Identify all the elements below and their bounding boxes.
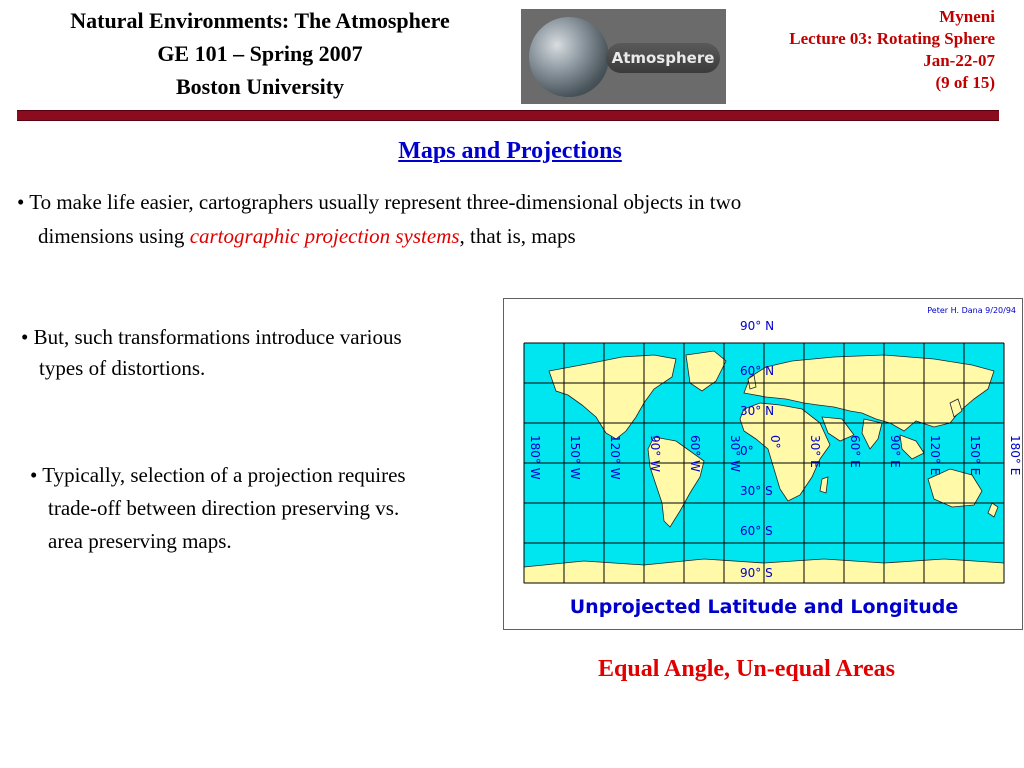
bullet-text: dimensions using (38, 224, 190, 248)
longitude-label: 120° E (928, 435, 942, 476)
slide-title: Maps and Projections (398, 138, 622, 164)
longitude-label: 90° W (648, 435, 662, 472)
bullet-continuation (17, 219, 977, 253)
longitude-label: 180° W (528, 435, 542, 480)
header-divider (17, 110, 999, 121)
longitude-label: 30° W (728, 435, 742, 472)
longitude-label: 90° E (888, 435, 902, 468)
bullet-distortions (21, 322, 491, 384)
latitude-label: 0° (740, 444, 754, 458)
map-caption: Equal Angle, Un-equal Areas (598, 656, 895, 682)
university-name: Boston University (175, 74, 345, 99)
author-name: Myneni (939, 7, 995, 26)
banner-label: Atmosphere (606, 43, 720, 73)
longitude-label: 0° (768, 435, 782, 449)
lecture-info (789, 6, 995, 94)
bullet-cartographers (17, 185, 977, 253)
latitude-label: 60° N (740, 364, 775, 378)
lecture-title: Lecture 03: Rotating Sphere (789, 29, 995, 48)
latitude-label: 60° S (740, 524, 773, 538)
course-name: Natural Environments: The Atmosphere (70, 8, 450, 33)
bullet-line: • Typically, selection of a projection requires (30, 463, 406, 487)
longitude-label: 180° E (1008, 435, 1022, 476)
bullet-tradeoff (30, 459, 500, 558)
longitude-label: 60° E (848, 435, 862, 468)
emphasis-term: cartographic projection systems (189, 224, 460, 248)
bullet-text-end: , that is, maps (459, 224, 576, 248)
course-title-block (0, 4, 520, 103)
map-credit: Peter H. Dana 9/20/94 (927, 306, 1016, 315)
page-indicator: (9 of 15) (935, 73, 995, 92)
longitude-label: 30° E (808, 435, 822, 468)
lecture-date: Jan-22-07 (923, 51, 995, 70)
earth-globe-icon (529, 17, 609, 97)
bullet-continuation: types of distortions. (39, 356, 206, 380)
latitude-label: 90° S (740, 566, 773, 580)
bullet-continuation: area preserving maps. (48, 529, 232, 553)
bullet-line: • But, such transformations introduce various (21, 325, 402, 349)
bullet-continuation: trade-off between direction preserving vs. (48, 496, 400, 520)
latitude-label: 30° N (740, 404, 775, 418)
longitude-label: 150° W (568, 435, 582, 480)
bullet-line: • To make life easier, cartographers usually represent three-dimensional objects in two (17, 190, 742, 214)
world-map-svg (504, 299, 1022, 629)
longitude-label: 120° W (608, 435, 622, 480)
course-code: GE 101 – Spring 2007 (157, 41, 363, 66)
map-title: Unprojected Latitude and Longitude (569, 596, 959, 618)
world-map-figure (503, 298, 1023, 630)
longitude-label: 60° W (688, 435, 702, 472)
atmosphere-banner-image (521, 9, 726, 104)
latitude-label: 30° S (740, 484, 773, 498)
latitude-label: 90° N (740, 319, 775, 333)
longitude-label: 150° E (968, 435, 982, 476)
